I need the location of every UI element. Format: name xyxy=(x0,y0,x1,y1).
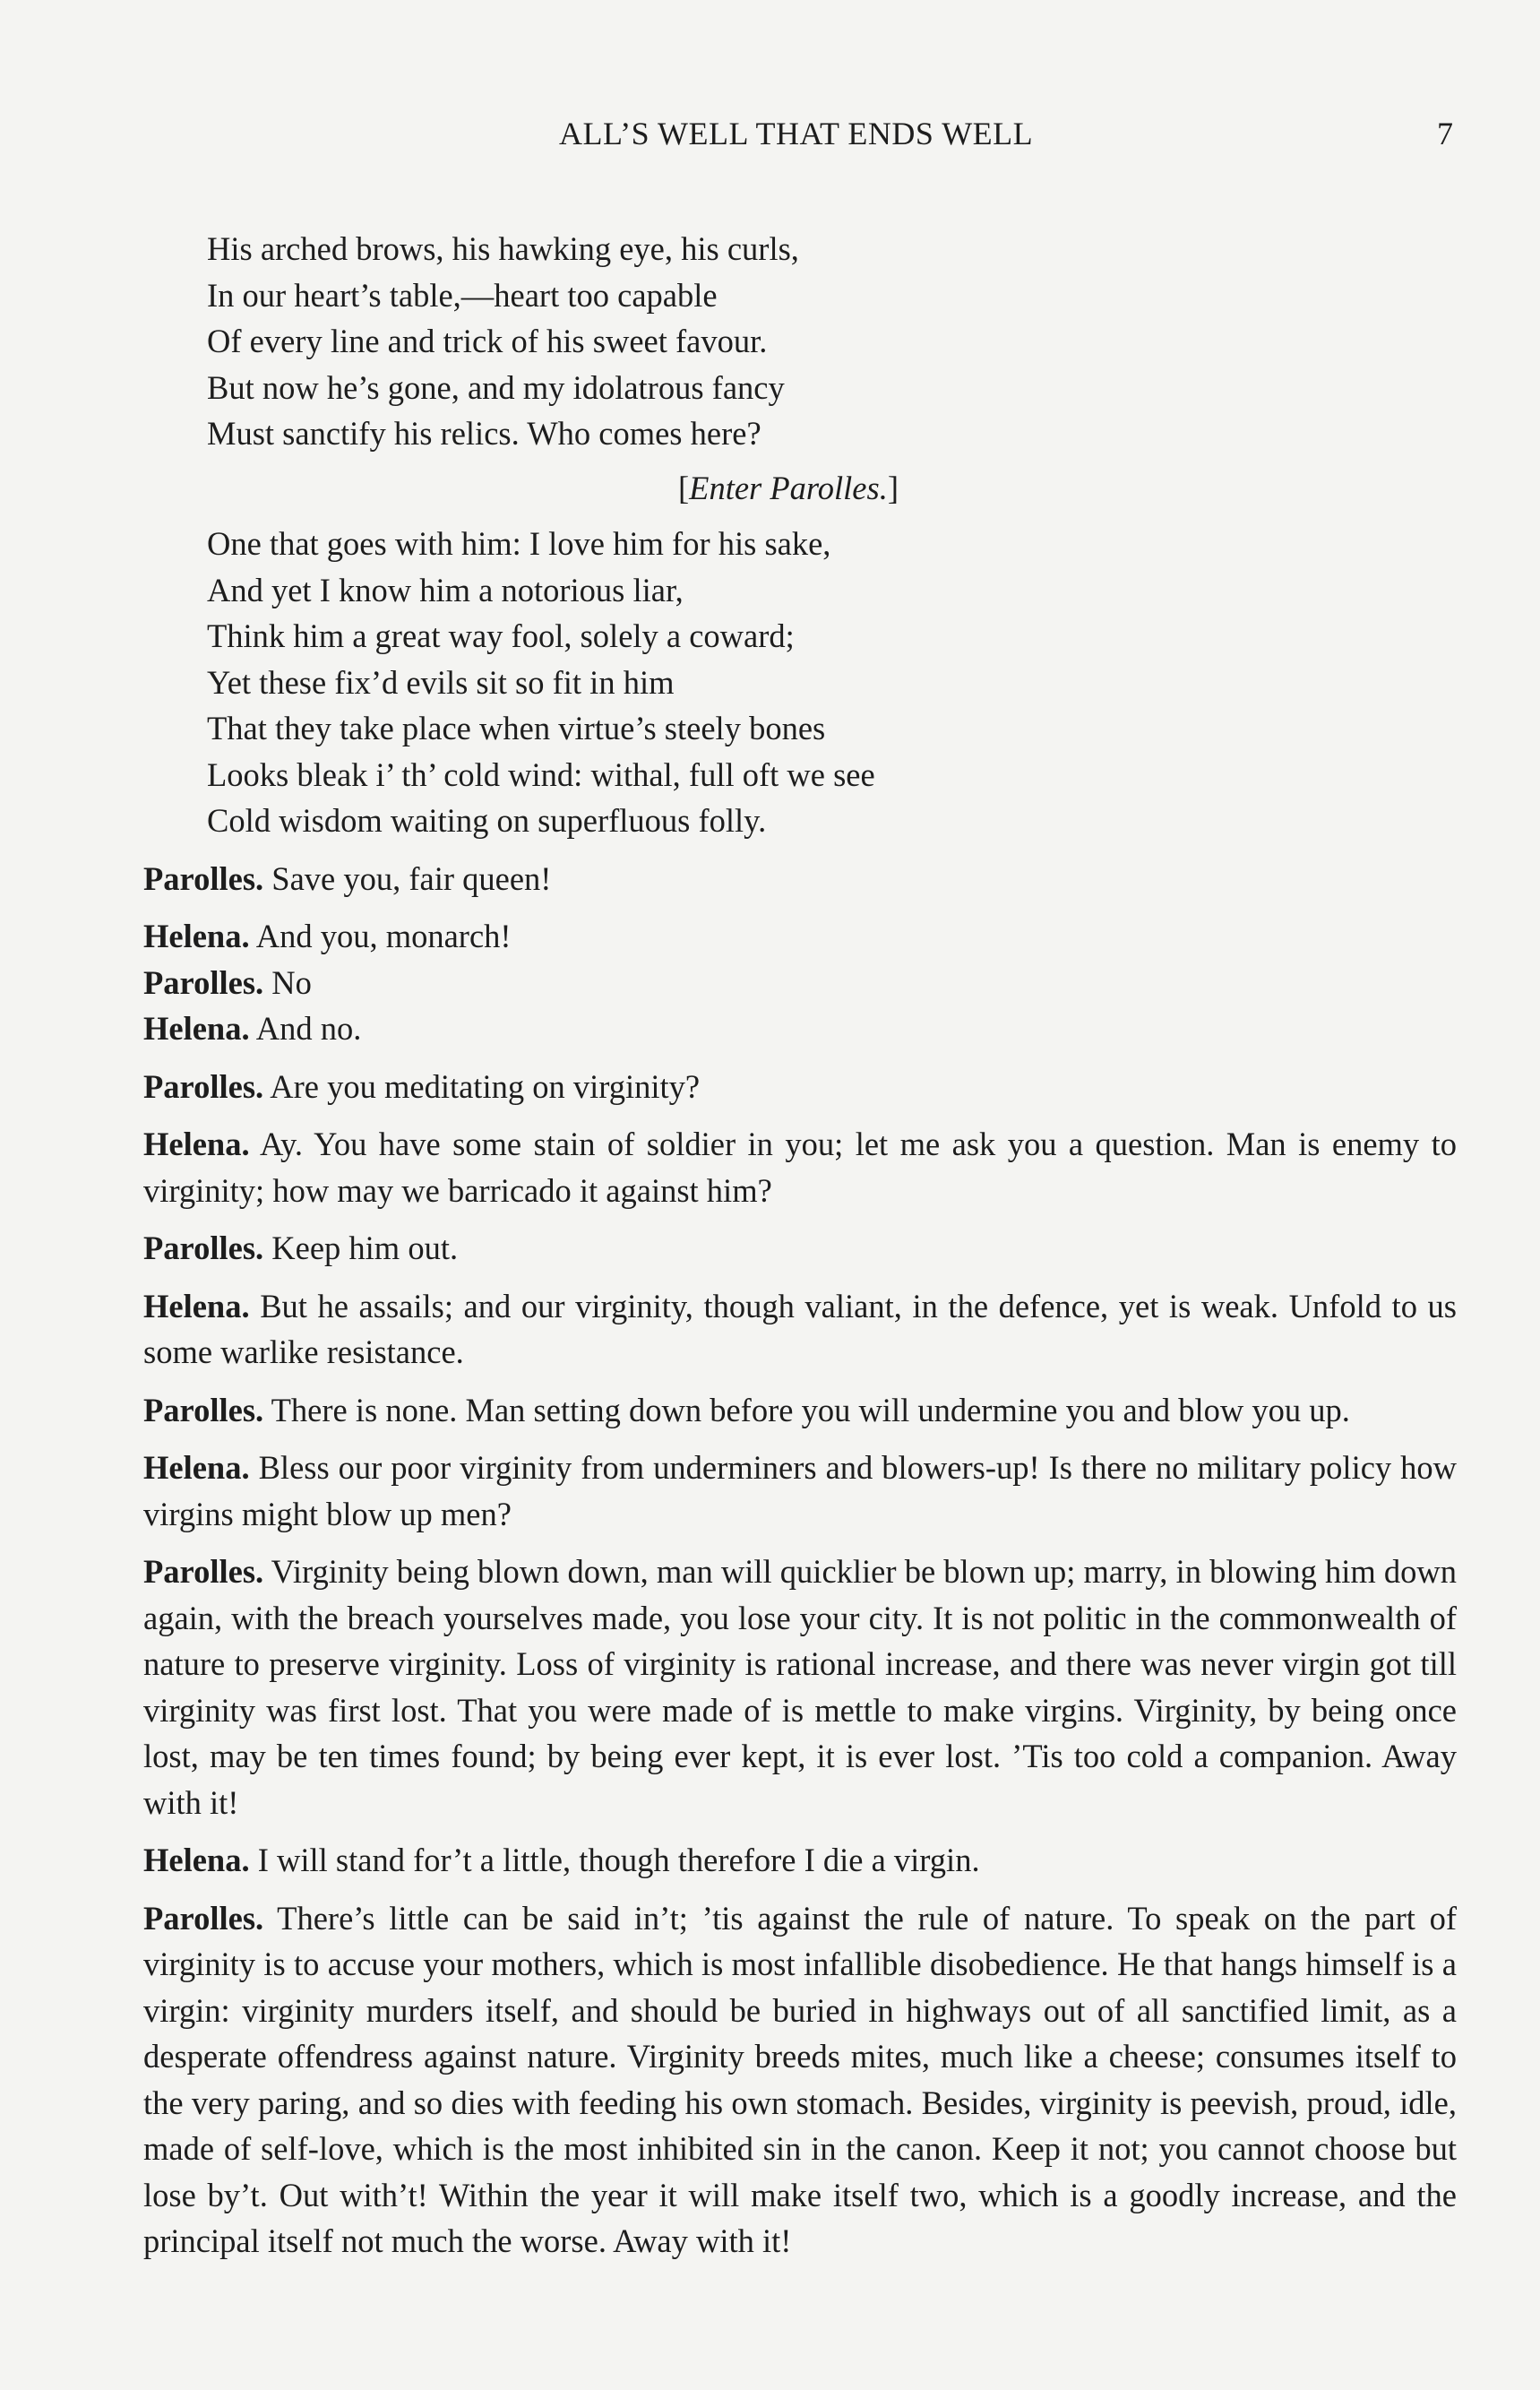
verse-line: That they take place when virtue’s steely bones xyxy=(207,710,826,746)
page-number: 7 xyxy=(1437,116,1454,151)
speaker-name: Parolles. xyxy=(143,1067,264,1105)
verse-line: In our heart’s table,—heart too capable xyxy=(207,276,718,314)
speech-parolles xyxy=(143,1549,1457,1825)
speech-text: There is none. Man setting down before you will undermine you and blow you up. xyxy=(263,1391,1350,1428)
speaker-name: Helena. xyxy=(143,1010,250,1047)
speaker-name: Helena. xyxy=(143,1126,250,1162)
speech-parolles xyxy=(143,1225,1457,1272)
speaker-name: Helena. xyxy=(143,918,250,954)
speech-text: There’s little can be said in’t; ’tis against the rule of nature. To speak on the part of virginity is to accuse your mothers, which is most infallible disobedience. He that hangs himself is a virgin: virginity murders itself, and should be buried in highways out of all sanctified limit, as a desperate offendress against nature. Virginity breeds mites, much like a cheese; consumes itself to the very paring, and so dies with feeding his own stomach. Besides, virginity is peevish, proud, idle, made of self-love, which is the most inhibited sin in the canon. Keep it not; you cannot choose but lose by’t. Out with’t! Within the year it will make itself two, which is a goodly increase, and the principal itself not much the worse. Away with it! xyxy=(143,1899,1457,2259)
speaker-name: Helena. xyxy=(143,1842,250,1878)
speaker-name: Parolles. xyxy=(143,1899,264,1937)
speaker-name: Helena. xyxy=(143,1449,250,1486)
speaker-name: Parolles. xyxy=(143,963,264,1001)
speech-helena xyxy=(143,1005,1457,1052)
speech-text: Bless our poor virginity from underminers and blowers-up! Is there no military policy how virgins might blow up men? xyxy=(143,1449,1457,1532)
stage-bracket-open: [ xyxy=(678,469,690,506)
speech-text: Virginity being blown down, man will quicklier be blown up; marry, in blowing him down again, with the breach yourselves made, you lose your city. It is not politic in the commonwealth of nature to preserve virginity. Loss of virginity is rational increase, and there was never virgin got till virginity was first lost. That you were made of is mettle to make virgins. Virginity, by being once lost, may be ten times found; by being ever kept, it is ever lost. ’Tis too cold a companion. Away with it! xyxy=(143,1553,1457,1821)
verse-line: Think him a great way fool, solely a coward; xyxy=(207,617,795,654)
speech-helena xyxy=(143,1283,1457,1376)
speech-text: Save you, fair queen! xyxy=(263,859,552,897)
speech-text: No xyxy=(263,963,312,1001)
speech-text: I will stand for’t a little, though therefore I die a virgin. xyxy=(249,1842,980,1878)
speaker-name: Parolles. xyxy=(143,1391,264,1428)
page-body xyxy=(143,226,1457,2276)
verse-line: One that goes with him: I love him for his sake, xyxy=(207,525,831,562)
speech-text: Are you meditating on virginity? xyxy=(263,1067,701,1105)
verse-line: But now he’s gone, and my idolatrous fancy xyxy=(207,368,785,406)
verse-line: Must sanctify his relics. Who comes here? xyxy=(207,415,761,452)
verse-line: Yet these fix’d evils sit so fit in him xyxy=(207,663,675,701)
speech-helena xyxy=(143,1837,1457,1884)
stage-direction xyxy=(143,465,1457,512)
speech-helena xyxy=(143,913,1457,960)
verse-line: And yet I know him a notorious liar, xyxy=(207,571,684,608)
verse-block-1 xyxy=(143,226,1457,457)
speech-helena xyxy=(143,1445,1457,1537)
speech-text: And you, monarch! xyxy=(249,918,512,954)
speech-text: Ay. You have some stain of soldier in you; let me ask you a question. Man is enemy to virginity; how may we barricado it against him? xyxy=(143,1126,1457,1209)
speech-text: And no. xyxy=(249,1010,362,1047)
speaker-name: Parolles. xyxy=(143,859,264,897)
verse-line: Of every line and trick of his sweet favour. xyxy=(207,323,768,359)
verse-line: Cold wisdom waiting on superfluous folly. xyxy=(207,802,767,839)
speech-text: But he assails; and our virginity, though valiant, in the defence, yet is weak. Unfold to us some warlike resistance. xyxy=(143,1287,1457,1370)
speech-parolles xyxy=(143,856,1457,902)
stage-bracket-close: ] xyxy=(887,469,899,506)
speech-parolles xyxy=(143,1064,1457,1110)
speech-parolles xyxy=(143,960,1457,1006)
speech-parolles xyxy=(143,1895,1457,2265)
speaker-name: Helena. xyxy=(143,1287,250,1324)
stage-direction-text: Enter Parolles. xyxy=(689,469,888,506)
speech-parolles xyxy=(143,1387,1457,1434)
running-title: ALL’S WELL THAT ENDS WELL xyxy=(559,116,1034,151)
verse-line: Looks bleak i’ th’ cold wind: withal, full oft we see xyxy=(207,755,875,793)
speaker-name: Parolles. xyxy=(143,1553,264,1590)
verse-block-2 xyxy=(143,521,1457,844)
speaker-name: Parolles. xyxy=(143,1230,264,1266)
verse-line: His arched brows, his hawking eye, his curls, xyxy=(207,230,799,267)
speech-text: Keep him out. xyxy=(263,1230,459,1266)
speech-helena xyxy=(143,1121,1457,1213)
